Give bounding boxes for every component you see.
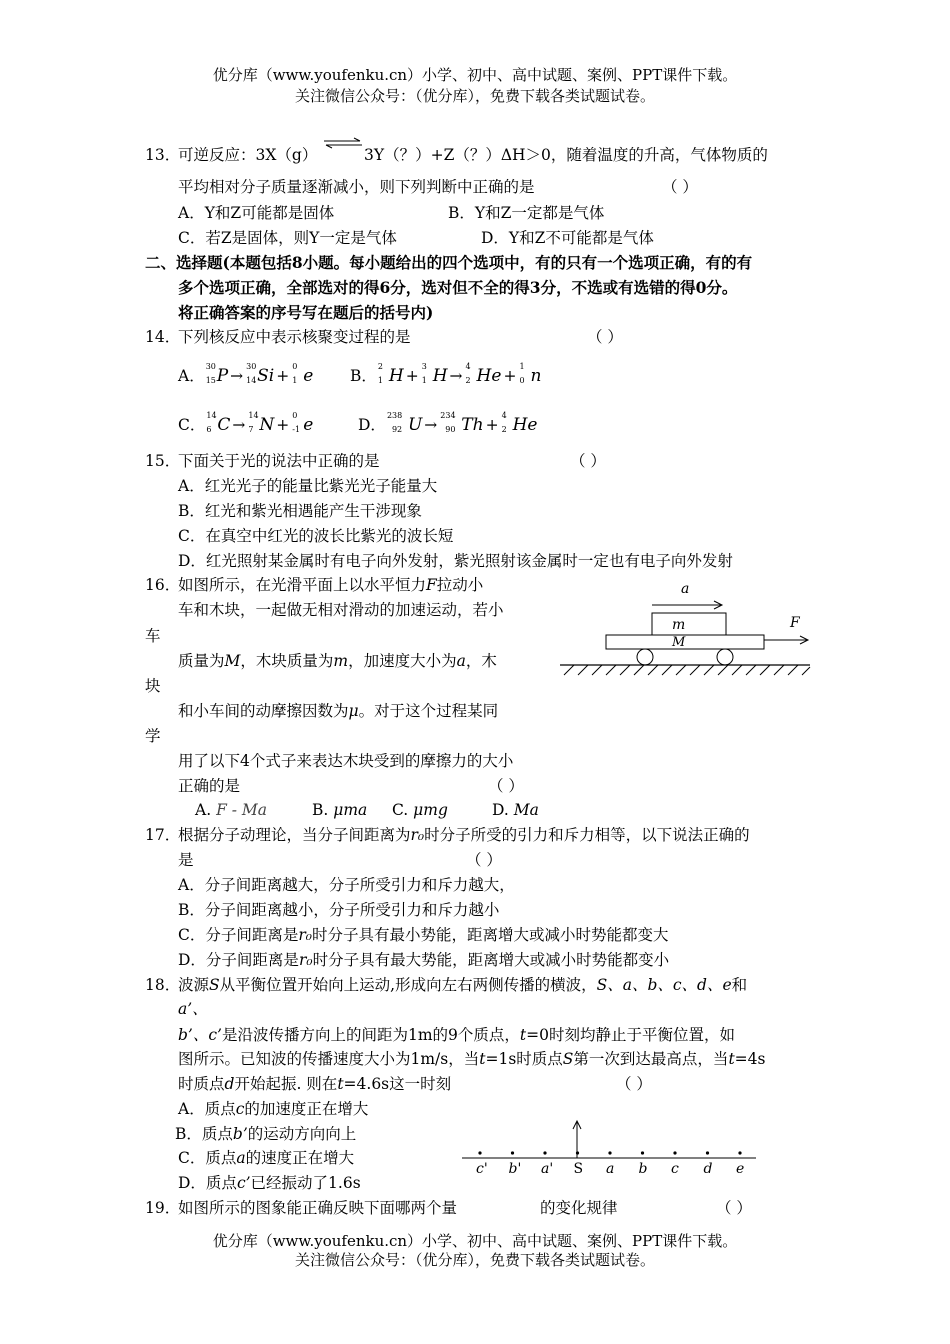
nuclide-n14: 14 7 N [248,411,275,435]
q16-wrap-char-1: 车 [145,627,161,645]
q14-answer-paren: （ ） [587,328,623,346]
q19-stem: 如图所示的图象能正确反映下面哪两个量 [178,1199,458,1217]
q13-number: 13． [145,146,181,164]
q13-answer-paren: （ ） [662,178,698,196]
q18-option-c: C．质点a的速度正在增大 [178,1149,355,1167]
q16-answer-paren: （ ） [488,777,524,795]
q17-answer-paren: （ ） [466,851,502,869]
q16-option-d: D. Ma [492,801,539,819]
wave-point-label: e [736,1161,745,1177]
q17-line1: 根据分子动理论，当分子间距离为r₀时分子所受的引力和斥力相等，以下说法正确的 [178,826,750,844]
q17-option-a: A．分子间距离越大，分子所受引力和斥力越大， [178,876,515,894]
q19-stem-2: 的变化规律 [540,1199,618,1217]
wave-point-label: S [573,1161,584,1177]
q17-line2: 是 [178,851,194,869]
wave-point-dot [543,1151,546,1154]
q18-line3: b’、c’是沿波传播方向上的间距为1m的9个质点，t=0时刻均静止于平衡位置，如 [178,1026,735,1044]
q18-option-b: B．质点b’的运动方向向上 [175,1125,357,1143]
q14-option-c: C． 14 6 C → 14 7 N + 0 -1 e [178,411,314,435]
nuclide-u238: 238 92 U [386,411,423,435]
section2-line1: 二、选择题(本题包括8小题。每小题给出的四个选项中，有的只有一个选项正确，有的有 [145,253,753,272]
nuclide-h3: 3 1 H [421,362,448,386]
q14-option-d: D． 238 92 U → 234 90 Th + 4 2 He [358,411,538,435]
q15-option-b: B．红光和紫光相遇能产生干涉现象 [178,502,422,520]
fig-label-m: m [672,617,686,633]
equilibrium-arrow-icon [322,138,364,150]
wave-points-diagram [460,1118,760,1180]
q19-answer-paren: （ ） [716,1199,752,1217]
wave-point-label: c [671,1161,679,1177]
cart-wheel-right [717,649,733,665]
q16-option-a: A. F - Ma [195,801,268,819]
wave-points-group [476,1151,744,1177]
wave-point-label: c' [476,1161,488,1177]
fig-label-M: M [672,635,686,650]
wave-point-label: d [703,1161,713,1177]
section2-line2: 多个选项正确，全部选对的得6分，选对但不全的得3分，不选或有选错的得0分。 [178,278,738,297]
q14-d-label: D． [358,416,386,434]
nuclide-p30: 30 15 P [205,362,229,386]
q18-answer-paren: （ ） [616,1075,652,1093]
q13-option-a: A．Y和Z可能都是固体 [178,204,335,222]
q13-option-d: D．Y和Z不可能都是气体 [481,229,654,247]
q16-wrap-char-3: 学 [145,727,161,745]
q13-line1-b: 3Y（？）+Z（？）ΔH＞0，随着温度的升高，气体物质的 [364,146,768,164]
nuclide-electron: 0 -1 e [292,411,314,435]
q15-option-a: A．红光光子的能量比紫光光子能量大 [178,477,438,495]
wave-point-dot [673,1151,676,1154]
wave-point-dot [511,1151,514,1154]
nuclide-he4-alpha: 4 2 He [501,411,538,435]
wave-point-dot [608,1151,611,1154]
block-m [652,613,726,635]
nuclide-si30: 30 14 Si [246,362,275,386]
q18-line5: 时质点d开始起振. 则在t=4.6s这一时刻 [178,1075,452,1093]
wave-point-dot [576,1151,579,1154]
q18-line4: 图所示。已知波的传播速度大小为1m/s，当t=1s时质点S第一次到达最高点，当t=4s [178,1050,766,1068]
section2-line3: 将正确答案的序号写在题后的括号内) [178,303,434,322]
q16-number: 16． [145,576,181,594]
q14-option-b: B． 2 1 H + 3 1 H → 4 2 He + 1 0 n [350,362,542,386]
q16-option-b: B. μma [312,801,368,819]
acceleration-arrow-icon [652,601,722,609]
wave-point-label: a [606,1161,615,1177]
q16-option-c: C. μmg [392,801,448,819]
q19-number: 19． [145,1199,181,1217]
wave-point-dot [478,1151,481,1154]
fig-label-F: F [790,615,800,631]
nuclide-c14: 14 6 C [206,411,231,435]
q13-option-b: B．Y和Z一定都是气体 [448,204,605,222]
nuclide-neutron: 1 0 n [519,362,542,386]
q17-option-b: B．分子间距离越小，分子所受引力和斥力越小 [178,901,500,919]
q13-option-c: C．若Z是固体，则Y一定是气体 [178,229,397,247]
q14-a-label: A． [178,367,205,385]
cart-wheel-left [637,649,653,665]
q14-number: 14． [145,328,181,346]
nuclide-th234: 234 90 Th [440,411,484,435]
header-line-1: 优分库（www.youfenku.cn）小学、初中、高中试题、案例、PPT课件下载。 [212,66,738,84]
wave-point-dot [641,1151,644,1154]
q15-option-d: D．红光照射某金属时有电子向外发射，紫光照射该金属时一定也有电子向外发射 [178,552,733,570]
q16-wrap-char-2: 块 [145,677,161,695]
q15-option-c: C．在真空中红光的波长比紫光的波长短 [178,527,454,545]
nuclide-h2: 2 1 H [377,362,404,386]
wave-point-dot [706,1151,709,1154]
nuclide-positron: 0 1 e [292,362,314,386]
q17-option-d: D．分子间距离是r₀时分子具有最大势能，距离增大或减小时势能都变小 [178,951,670,969]
q18-line1: 波源S从平衡位置开始向上运动,形成向左右两侧传播的横波，S、a、b、c、d、e和 [178,976,748,994]
q15-number: 15． [145,452,181,470]
wave-point-label: b' [508,1161,522,1177]
q16-line4: 和小车间的动摩擦因数为μ。对于这个过程某同 [178,702,499,720]
q14-c-label: C． [178,416,206,434]
header-line-2: 关注微信公众号：（优分库），免费下载各类试题试卷。 [294,87,655,105]
q17-option-c: C．分子间距离是r₀时分子具有最小势能，距离增大或减小时势能都变大 [178,926,669,944]
wave-point-label: b [638,1161,648,1177]
q16-line6: 正确的是 [178,777,241,795]
wave-point-label: a' [541,1161,554,1177]
footer-line-2: 关注微信公众号：（优分库），免费下载各类试题试卷。 [294,1251,655,1269]
cart-block-diagram [560,575,815,685]
q13-line2: 平均相对分子质量逐渐减小，则下列判断中正确的是 [178,178,535,196]
q16-line5: 用了以下4个式子来表达木块受到的摩擦力的大小 [178,752,514,770]
q16-line1: 如图所示，在光滑平面上以水平恒力F拉动小 [178,576,484,594]
q16-line3: 质量为M，木块质量为m，加速度大小为a，木 [178,652,497,670]
q15-stem: 下面关于光的说法中正确的是 [178,452,380,470]
footer-line-1: 优分库（www.youfenku.cn）小学、初中、高中试题、案例、PPT课件下载。 [212,1232,738,1250]
q14-stem: 下列核反应中表示核聚变过程的是 [178,328,411,346]
q18-option-a: A．质点c的加速度正在增大 [178,1100,369,1118]
q14-option-a: A． 30 15 P → 30 14 Si + 0 1 e [178,362,314,386]
q17-number: 17． [145,826,181,844]
wave-point-dot [738,1151,741,1154]
q15-answer-paren: （ ） [570,452,606,470]
force-arrow-icon [764,636,808,644]
ground-hatching [564,665,810,675]
q18-line2: a’、 [178,1000,208,1018]
nuclide-he4: 4 2 He [465,362,502,386]
q18-number: 18． [145,976,181,994]
q16-line2: 车和木块，一起做无相对滑动的加速运动，若小 [178,601,504,619]
fig-label-a: a [681,581,690,597]
q18-option-d: D．质点c’已经振动了1.6s [178,1174,361,1192]
q14-b-label: B． [350,367,377,385]
q13-line1-a: 可逆反应：3X（g） [178,146,318,164]
